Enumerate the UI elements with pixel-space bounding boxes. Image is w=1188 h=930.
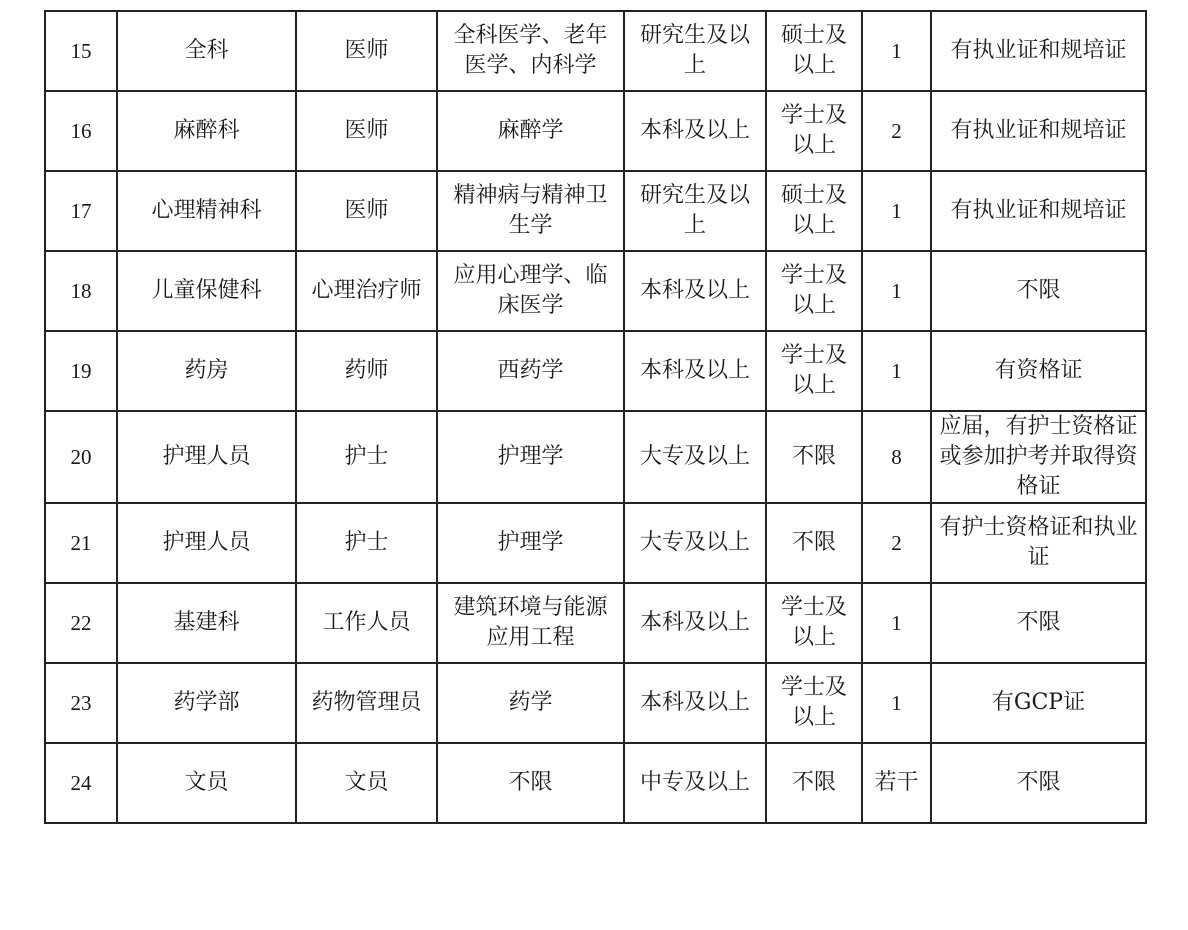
department-cell <box>117 503 296 583</box>
headcount-text: 8 <box>891 445 902 469</box>
requirements-cell <box>931 171 1146 251</box>
degree-cell <box>766 743 862 823</box>
education-text: 本科及以上 <box>639 358 750 383</box>
degree-text: 学士及以上 <box>780 343 847 398</box>
department-cell <box>117 91 296 171</box>
major-text: 全科医学、老年医学、内科学 <box>453 23 608 78</box>
position-cell <box>296 743 437 823</box>
major-cell <box>437 251 624 331</box>
table-row <box>45 171 1146 251</box>
major-cell <box>437 583 624 663</box>
row-number-cell <box>45 743 117 823</box>
headcount-text: 1 <box>891 359 902 383</box>
position-cell <box>296 251 437 331</box>
requirements-cell <box>931 663 1146 743</box>
department-text: 麻醉科 <box>173 118 240 143</box>
degree-cell <box>766 251 862 331</box>
position-cell <box>296 663 437 743</box>
degree-cell <box>766 411 862 503</box>
position-cell <box>296 171 437 251</box>
row-number-cell <box>45 663 117 743</box>
table-row <box>45 251 1146 331</box>
table-row <box>45 331 1146 411</box>
department-text: 药学部 <box>173 690 240 715</box>
row-number-text: 16 <box>70 119 92 143</box>
major-text: 护理学 <box>497 444 564 469</box>
position-cell <box>296 11 437 91</box>
table-row <box>45 743 1146 823</box>
education-text: 中专及以上 <box>639 770 750 795</box>
department-cell <box>117 171 296 251</box>
row-number-cell <box>45 91 117 171</box>
requirements-text: 有执业证和规培证 <box>950 118 1127 143</box>
table-row <box>45 91 1146 171</box>
degree-text: 学士及以上 <box>780 103 847 158</box>
position-text: 医师 <box>344 198 389 223</box>
major-text: 西药学 <box>497 358 564 383</box>
position-text: 护士 <box>344 530 389 555</box>
education-cell <box>624 11 766 91</box>
education-cell <box>624 503 766 583</box>
requirements-text: 有GCP证 <box>991 690 1086 715</box>
requirements-cell <box>931 331 1146 411</box>
major-cell <box>437 91 624 171</box>
department-cell <box>117 11 296 91</box>
department-text: 儿童保健科 <box>151 278 262 303</box>
row-number-text: 18 <box>70 279 92 303</box>
degree-cell <box>766 503 862 583</box>
department-cell <box>117 663 296 743</box>
degree-text: 学士及以上 <box>780 263 847 318</box>
row-number-text: 24 <box>70 771 92 795</box>
position-text: 药物管理员 <box>311 690 422 715</box>
major-text: 应用心理学、临床医学 <box>453 263 608 318</box>
requirements-text: 有执业证和规培证 <box>950 38 1127 63</box>
department-cell <box>117 583 296 663</box>
headcount-cell <box>862 411 931 503</box>
requirements-text: 有资格证 <box>994 358 1083 383</box>
department-text: 护理人员 <box>162 444 251 469</box>
education-cell <box>624 411 766 503</box>
requirements-text: 有护士资格证和执业证 <box>939 515 1138 570</box>
department-cell <box>117 411 296 503</box>
row-number-text: 19 <box>70 359 92 383</box>
requirements-cell <box>931 11 1146 91</box>
recruitment-table <box>44 10 1147 824</box>
requirements-text: 不限 <box>1016 610 1061 635</box>
headcount-cell <box>862 663 931 743</box>
requirements-cell <box>931 503 1146 583</box>
degree-text: 硕士及以上 <box>780 183 847 238</box>
table-row <box>45 411 1146 503</box>
degree-cell <box>766 331 862 411</box>
position-cell <box>296 503 437 583</box>
row-number-text: 23 <box>70 691 92 715</box>
position-text: 护士 <box>344 444 389 469</box>
degree-text: 学士及以上 <box>780 595 847 650</box>
major-text: 护理学 <box>497 530 564 555</box>
position-cell <box>296 331 437 411</box>
headcount-cell <box>862 331 931 411</box>
table-body <box>45 11 1146 823</box>
education-cell <box>624 743 766 823</box>
headcount-text: 1 <box>891 691 902 715</box>
major-text: 麻醉学 <box>497 118 564 143</box>
degree-cell <box>766 663 862 743</box>
major-text: 建筑环境与能源应用工程 <box>453 595 608 650</box>
table-row <box>45 583 1146 663</box>
degree-text: 不限 <box>791 530 836 555</box>
position-text: 文员 <box>344 770 389 795</box>
major-cell <box>437 743 624 823</box>
major-cell <box>437 11 624 91</box>
education-text: 本科及以上 <box>639 118 750 143</box>
requirements-text: 不限 <box>1016 770 1061 795</box>
requirements-text: 应届，有护士资格证或参加护考并取得资格证 <box>939 414 1138 499</box>
education-text: 大专及以上 <box>639 444 750 469</box>
headcount-text: 若干 <box>874 770 919 795</box>
requirements-cell <box>931 743 1146 823</box>
major-text: 药学 <box>508 690 553 715</box>
requirements-cell <box>931 91 1146 171</box>
position-cell <box>296 411 437 503</box>
education-cell <box>624 251 766 331</box>
requirements-cell <box>931 583 1146 663</box>
position-text: 医师 <box>344 118 389 143</box>
major-cell <box>437 171 624 251</box>
education-text: 本科及以上 <box>639 278 750 303</box>
degree-text: 学士及以上 <box>780 675 847 730</box>
headcount-text: 1 <box>891 199 902 223</box>
headcount-text: 2 <box>891 119 902 143</box>
department-cell <box>117 251 296 331</box>
position-text: 工作人员 <box>322 610 411 635</box>
education-text: 本科及以上 <box>639 690 750 715</box>
department-text: 全科 <box>184 38 229 63</box>
row-number-text: 20 <box>70 445 92 469</box>
education-cell <box>624 91 766 171</box>
department-text: 药房 <box>184 358 229 383</box>
requirements-cell <box>931 251 1146 331</box>
department-text: 护理人员 <box>162 530 251 555</box>
degree-text: 不限 <box>791 770 836 795</box>
row-number-cell <box>45 251 117 331</box>
education-text: 研究生及以上 <box>639 183 750 238</box>
major-cell <box>437 331 624 411</box>
row-number-cell <box>45 411 117 503</box>
table-row <box>45 11 1146 91</box>
department-cell <box>117 743 296 823</box>
headcount-cell <box>862 743 931 823</box>
major-text: 精神病与精神卫生学 <box>453 183 608 238</box>
education-cell <box>624 583 766 663</box>
position-cell <box>296 583 437 663</box>
row-number-cell <box>45 171 117 251</box>
education-text: 研究生及以上 <box>639 23 750 78</box>
headcount-text: 2 <box>891 531 902 555</box>
department-text: 文员 <box>184 770 229 795</box>
degree-cell <box>766 171 862 251</box>
requirements-text: 有执业证和规培证 <box>950 198 1127 223</box>
education-cell <box>624 663 766 743</box>
headcount-cell <box>862 11 931 91</box>
table-row <box>45 503 1146 583</box>
row-number-text: 22 <box>70 611 92 635</box>
major-cell <box>437 411 624 503</box>
position-cell <box>296 91 437 171</box>
education-text: 大专及以上 <box>639 530 750 555</box>
education-cell <box>624 171 766 251</box>
row-number-cell <box>45 503 117 583</box>
department-text: 基建科 <box>173 610 240 635</box>
table-row <box>45 663 1146 743</box>
row-number-text: 17 <box>70 199 92 223</box>
requirements-text: 不限 <box>1016 278 1061 303</box>
headcount-cell <box>862 503 931 583</box>
major-cell <box>437 503 624 583</box>
position-text: 药师 <box>344 358 389 383</box>
department-cell <box>117 331 296 411</box>
requirements-cell <box>931 411 1146 503</box>
department-text: 心理精神科 <box>151 198 262 223</box>
headcount-text: 1 <box>891 39 902 63</box>
degree-text: 硕士及以上 <box>780 23 847 78</box>
row-number-cell <box>45 11 117 91</box>
major-cell <box>437 663 624 743</box>
headcount-text: 1 <box>891 279 902 303</box>
headcount-cell <box>862 583 931 663</box>
degree-text: 不限 <box>791 444 836 469</box>
row-number-cell <box>45 331 117 411</box>
major-text: 不限 <box>508 770 553 795</box>
education-text: 本科及以上 <box>639 610 750 635</box>
degree-cell <box>766 11 862 91</box>
row-number-cell <box>45 583 117 663</box>
position-text: 医师 <box>344 38 389 63</box>
position-text: 心理治疗师 <box>311 278 422 303</box>
headcount-cell <box>862 251 931 331</box>
row-number-text: 15 <box>70 39 92 63</box>
headcount-cell <box>862 171 931 251</box>
headcount-text: 1 <box>891 611 902 635</box>
degree-cell <box>766 91 862 171</box>
degree-cell <box>766 583 862 663</box>
headcount-cell <box>862 91 931 171</box>
education-cell <box>624 331 766 411</box>
row-number-text: 21 <box>70 531 92 555</box>
